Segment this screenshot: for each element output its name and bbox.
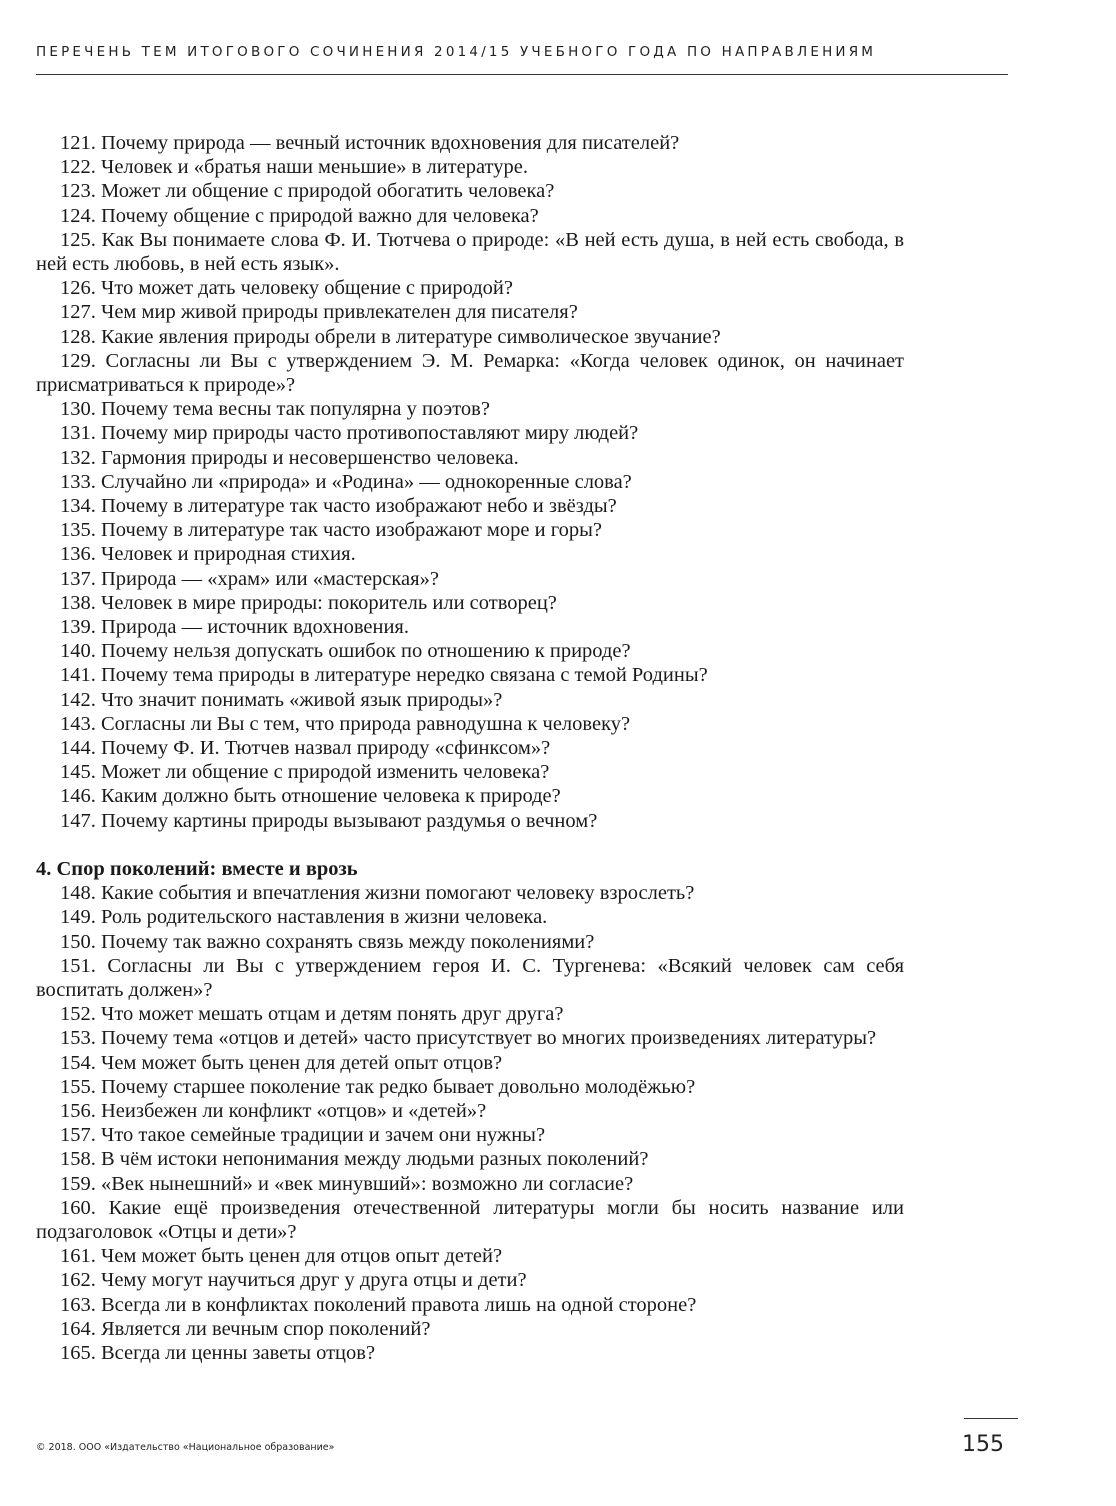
topic-item xyxy=(36,784,904,808)
topic-item xyxy=(36,1341,904,1365)
topic-text: Почему мир природы часто противопоставляют миру людей? xyxy=(101,422,639,445)
topic-text: Всегда ли в конфликтах поколений правота лишь на одной стороне? xyxy=(101,1293,697,1316)
topic-item xyxy=(36,1196,904,1244)
section-4-title: 4. Спор поколений: вместе и врозь xyxy=(36,857,358,880)
topic-text: Какие события и впечатления жизни помогают человеку взрослеть? xyxy=(101,882,695,905)
topic-item xyxy=(36,639,904,663)
topic-text: Почему картины природы вызывают раздумья о вечном? xyxy=(101,809,598,832)
topic-text: Почему в литературе так часто изображают небо и звёзды? xyxy=(101,495,617,518)
topic-number: 126. xyxy=(60,277,96,300)
topic-item xyxy=(36,276,904,300)
topic-text: Может ли общение с природой обогатить человека? xyxy=(101,180,555,203)
topic-number: 133. xyxy=(60,470,96,493)
topic-number: 149. xyxy=(60,906,96,929)
topic-text: Согласны ли Вы с утверждением героя И. С. Тургенева: «Всякий человек сам себя воспитать должен»? xyxy=(36,954,905,1001)
topic-text: Согласны ли Вы с утверждением Э. М. Ремарка: «Когда человек одинок, он начинает присматриваться к природе»? xyxy=(36,349,905,397)
topic-text: Почему Ф. И. Тютчев назвал природу «сфинксом»? xyxy=(101,737,551,760)
topic-text: Что может мешать отцам и детям понять друг друга? xyxy=(101,1003,564,1026)
topic-text: Почему нельзя допускать ошибок по отношению к природе? xyxy=(101,640,631,663)
topic-item xyxy=(36,421,904,445)
topic-number: 140. xyxy=(60,640,96,663)
topic-number: 122. xyxy=(60,156,96,179)
topic-text: Какие явления природы обрели в литературе символическое звучание? xyxy=(101,325,721,348)
topic-item xyxy=(36,204,904,228)
topic-number: 132. xyxy=(60,446,96,469)
topic-item xyxy=(36,1051,904,1075)
topic-item xyxy=(36,663,904,687)
topic-number: 141. xyxy=(60,664,96,687)
running-header: ПЕРЕЧЕНЬ ТЕМ ИТОГОВОГО СОЧИНЕНИЯ 2014/15 УЧЕБНОГО ГОДА ПО НАПРАВЛЕНИЯМ xyxy=(36,44,877,60)
topic-text: Как Вы понимаете слова Ф. И. Тютчева о природе: «В ней есть душа, в ней есть свобода, в ней есть любовь, в ней есть язык». xyxy=(36,228,905,276)
topic-text: Всегда ли ценны заветы отцов? xyxy=(101,1341,376,1364)
topic-number: 131. xyxy=(60,422,96,445)
topic-item xyxy=(36,615,904,639)
header-divider xyxy=(36,74,1008,75)
topic-number: 135. xyxy=(60,519,96,542)
topic-item xyxy=(36,1244,904,1268)
topic-item xyxy=(36,567,904,591)
topic-item xyxy=(36,446,904,470)
topic-number: 121. xyxy=(60,132,96,154)
topic-number: 162. xyxy=(60,1269,96,1292)
topic-text: Роль родительского наставления в жизни человека. xyxy=(101,906,548,929)
topic-number: 125. xyxy=(60,228,96,251)
topic-text: Чем может быть ценен для детей опыт отцов? xyxy=(101,1051,503,1074)
topic-text: Почему тема «отцов и детей» часто присутствует во многих произведениях литературы? xyxy=(101,1027,877,1050)
topic-item xyxy=(36,179,904,203)
topic-number: 137. xyxy=(60,567,96,590)
topic-number: 157. xyxy=(60,1124,96,1147)
topic-text: Является ли вечным спор поколений? xyxy=(101,1317,431,1340)
topic-text: Чему могут научиться друг у друга отцы и дети? xyxy=(101,1269,527,1292)
topic-text: Почему в литературе так часто изображают море и горы? xyxy=(101,519,602,542)
topic-number: 165. xyxy=(60,1341,96,1364)
topic-text: Природа — источник вдохновения. xyxy=(101,616,409,639)
topic-text: Человек в мире природы: покоритель или сотворец? xyxy=(101,591,557,614)
topic-number: 130. xyxy=(60,398,96,421)
topic-item xyxy=(36,155,904,179)
topic-number: 142. xyxy=(60,688,96,711)
topic-number: 152. xyxy=(60,1003,96,1026)
topic-number: 156. xyxy=(60,1099,96,1122)
section-3-items xyxy=(36,131,904,833)
topic-text: Человек и природная стихия. xyxy=(101,543,356,566)
topic-number: 158. xyxy=(60,1148,96,1171)
footer-divider xyxy=(964,1418,1018,1419)
topic-number: 150. xyxy=(60,930,96,953)
topic-item xyxy=(36,591,904,615)
topic-number: 129. xyxy=(60,349,96,372)
topic-item xyxy=(36,688,904,712)
topic-item xyxy=(36,228,904,276)
topic-item xyxy=(36,1172,904,1196)
topic-text: Чем может быть ценен для отцов опыт детей? xyxy=(101,1245,503,1268)
topic-text: Гармония природы и несовершенство человека. xyxy=(101,446,519,469)
topic-item xyxy=(36,397,904,421)
topic-text: Чем мир живой природы привлекателен для писателя? xyxy=(101,301,578,324)
topic-item xyxy=(36,1317,904,1341)
topic-number: 144. xyxy=(60,737,96,760)
topic-number: 146. xyxy=(60,785,96,808)
topic-text: Почему общение с природой важно для человека? xyxy=(101,204,539,227)
topic-item xyxy=(36,131,904,155)
topic-item xyxy=(36,1002,904,1026)
topic-text: Почему тема весны так популярна у поэтов? xyxy=(101,398,490,421)
topic-number: 145. xyxy=(60,761,96,784)
topic-item xyxy=(36,300,904,324)
topic-number: 139. xyxy=(60,616,96,639)
topic-number: 123. xyxy=(60,180,96,203)
topic-item xyxy=(36,1075,904,1099)
topic-number: 151. xyxy=(60,954,96,977)
topic-text: Почему старшее поколение так редко бывает довольно молодёжью? xyxy=(101,1075,696,1098)
topic-item xyxy=(36,881,904,905)
topic-number: 153. xyxy=(60,1027,96,1050)
section-4-items xyxy=(36,881,904,1365)
topic-item xyxy=(36,1026,904,1050)
topic-number: 159. xyxy=(60,1172,96,1195)
topic-number: 163. xyxy=(60,1293,96,1316)
topic-number: 136. xyxy=(60,543,96,566)
topic-number: 154. xyxy=(60,1051,96,1074)
topic-item xyxy=(36,930,904,954)
topic-item xyxy=(36,1147,904,1171)
topic-item xyxy=(36,518,904,542)
topic-text: Почему тема природы в литературе нередко связана с темой Родины? xyxy=(101,664,708,687)
copyright-notice: © 2018. ООО «Издательство «Национальное образование» xyxy=(36,1442,335,1453)
topic-item xyxy=(36,736,904,760)
topic-item xyxy=(36,542,904,566)
topic-text: Неизбежен ли конфликт «отцов» и «детей»? xyxy=(101,1099,487,1122)
topic-text: Случайно ли «природа» и «Родина» — однокоренные слова? xyxy=(101,470,632,493)
topic-item xyxy=(36,325,904,349)
topic-number: 148. xyxy=(60,882,96,905)
topic-text: В чём истоки непонимания между людьми разных поколений? xyxy=(101,1148,649,1171)
topic-number: 161. xyxy=(60,1245,96,1268)
topic-text: Почему природа — вечный источник вдохновения для писателей? xyxy=(101,132,680,154)
topic-list xyxy=(36,131,904,1365)
topic-text: Какие ещё произведения отечественной литературы могли бы носить название или подзаголовок «Отцы и дети»? xyxy=(36,1196,904,1243)
topic-item xyxy=(36,1099,904,1123)
topic-number: 134. xyxy=(60,495,96,518)
topic-item xyxy=(36,905,904,929)
topic-text: Согласны ли Вы с тем, что природа равнодушна к человеку? xyxy=(101,712,631,735)
topic-number: 143. xyxy=(60,712,96,735)
topic-item xyxy=(36,349,904,397)
topic-item xyxy=(36,1123,904,1147)
topic-item xyxy=(36,494,904,518)
topic-item xyxy=(36,470,904,494)
topic-text: Может ли общение с природой изменить человека? xyxy=(101,761,550,784)
topic-item xyxy=(36,760,904,784)
topic-number: 147. xyxy=(60,809,96,832)
topic-item xyxy=(36,954,904,1002)
topic-number: 138. xyxy=(60,591,96,614)
topic-text: Что может дать человеку общение с природой? xyxy=(101,277,514,300)
topic-number: 127. xyxy=(60,301,96,324)
topic-text: Что такое семейные традиции и зачем они нужны? xyxy=(101,1124,546,1147)
topic-text: «Век нынешний» и «век минувший»: возможно ли согласие? xyxy=(101,1172,634,1195)
topic-number: 128. xyxy=(60,325,96,348)
topic-number: 164. xyxy=(60,1317,96,1340)
topic-item xyxy=(36,712,904,736)
topic-text: Почему так важно сохранять связь между поколениями? xyxy=(101,930,595,953)
topic-item xyxy=(36,809,904,833)
topic-number: 160. xyxy=(60,1196,96,1219)
topic-item xyxy=(36,1268,904,1292)
topic-text: Человек и «братья наши меньшие» в литературе. xyxy=(101,156,528,179)
page-number: 155 xyxy=(962,1432,1004,1457)
topic-text: Каким должно быть отношение человека к природе? xyxy=(101,785,561,808)
topic-text: Природа — «храм» или «мастерская»? xyxy=(101,567,439,590)
topic-number: 124. xyxy=(60,204,96,227)
topic-text: Что значит понимать «живой язык природы»? xyxy=(101,688,503,711)
topic-item xyxy=(36,1293,904,1317)
topic-number: 155. xyxy=(60,1075,96,1098)
